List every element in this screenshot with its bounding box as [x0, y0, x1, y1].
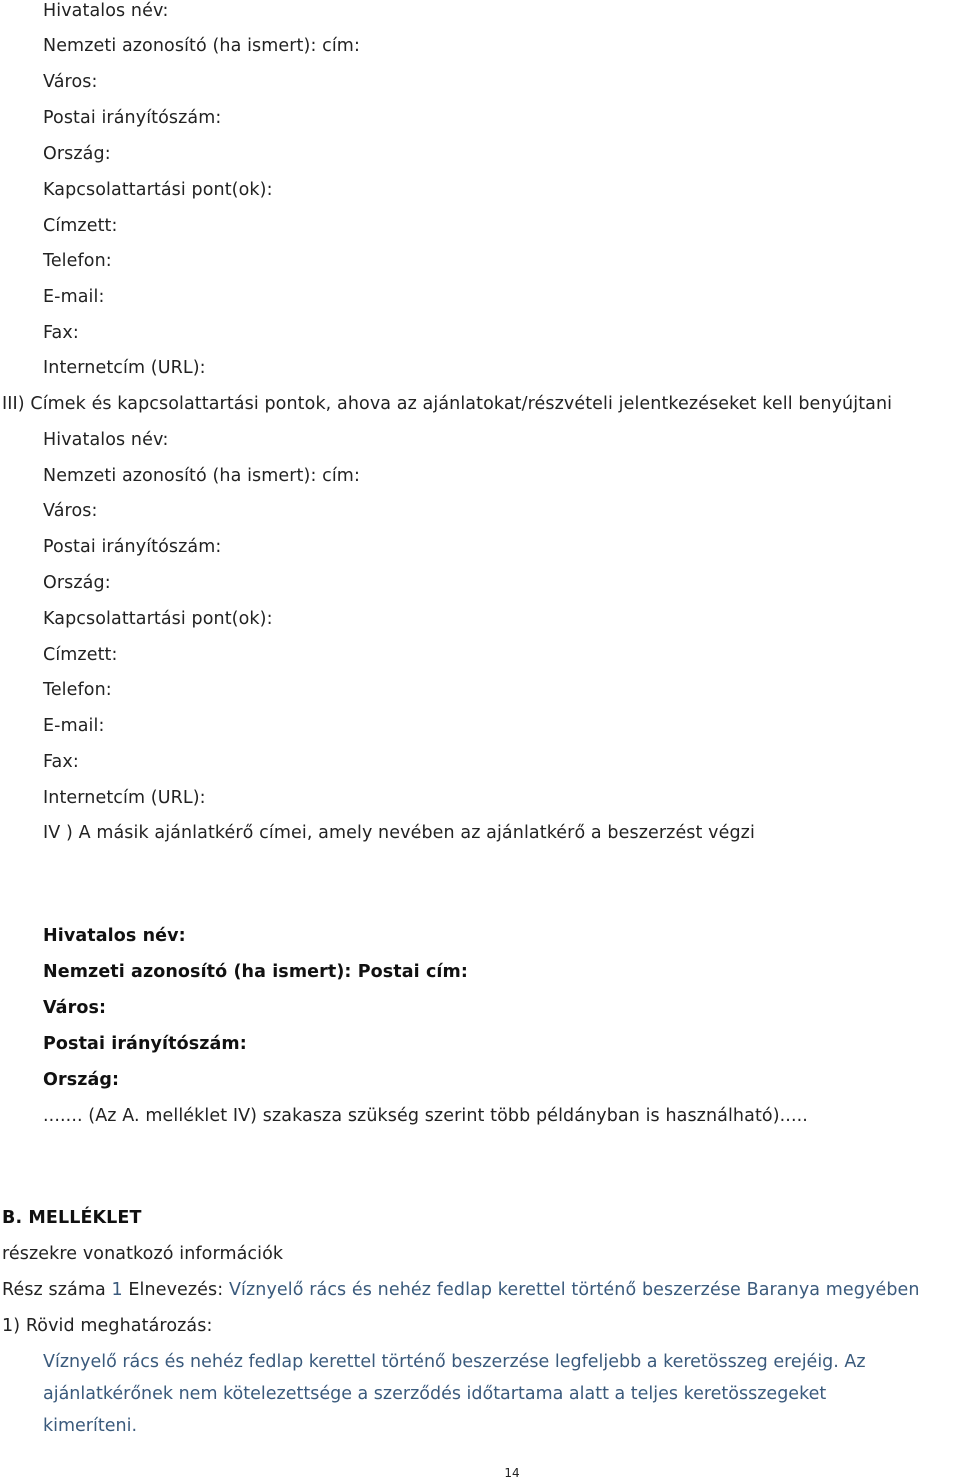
section3-city: Város:: [43, 501, 98, 521]
block1-email: E-mail:: [43, 287, 105, 307]
section3-fax: Fax:: [43, 752, 79, 772]
block1-official-name: Hivatalos név:: [43, 1, 169, 21]
block1-recipient: Címzett:: [43, 216, 118, 236]
block1-url: Internetcím (URL):: [43, 358, 206, 378]
block1-city: Város:: [43, 72, 98, 92]
section4-national-id: Nemzeti azonosító (ha ismert): Postai cím:: [43, 962, 468, 982]
section4-postal-code: Postai irányítószám:: [43, 1034, 247, 1054]
block1-country: Ország:: [43, 144, 111, 164]
name-value: Víznyelő rács és nehéz fedlap kerettel történő beszerzése Baranya megyében: [228, 1280, 920, 1300]
section3-country: Ország:: [43, 573, 111, 593]
section3-url: Internetcím (URL):: [43, 788, 206, 808]
section3-contact-points: Kapcsolattartási pont(ok):: [43, 609, 273, 629]
page-number: 14: [504, 1466, 520, 1480]
annex-b-part-line: [2, 1279, 920, 1301]
short-desc-value: Víznyelő rács és nehéz fedlap kerettel történő beszerzése legfeljebb a keretösszeg erejéig. Az ajánlatkérőnek nem kötelezettsége a szerződés időtartama alatt a teljes keretösszegeket kimeríteni.: [43, 1352, 866, 1436]
section4-note: ....... (Az A. melléklet IV) szakasza szükség szerint több példányban is használható).....: [43, 1106, 808, 1126]
annex-b-subtitle: részekre vonatkozó információk: [2, 1244, 284, 1264]
section3-recipient: Címzett:: [43, 645, 118, 665]
section4-country: Ország:: [43, 1070, 120, 1090]
section3-email: E-mail:: [43, 716, 105, 736]
part-label: Rész száma: [2, 1280, 106, 1300]
block1-phone: Telefon:: [43, 251, 112, 271]
section3-phone: Telefon:: [43, 680, 112, 700]
section4-city: Város:: [43, 998, 107, 1018]
section3-heading: III) Címek és kapcsolattartási pontok, ahova az ajánlatokat/részvételi jelentkezéseket kell benyújtani: [2, 394, 893, 414]
section4-official-name: Hivatalos név:: [43, 926, 186, 946]
section3-national-id: Nemzeti azonosító (ha ismert): cím:: [43, 466, 360, 486]
section3-postal-code: Postai irányítószám:: [43, 537, 222, 557]
part-number: 1: [111, 1280, 123, 1300]
name-label: Elnevezés:: [128, 1280, 224, 1300]
block1-fax: Fax:: [43, 323, 79, 343]
block1-postal-code: Postai irányítószám:: [43, 108, 222, 128]
block1-national-id: Nemzeti azonosító (ha ismert): cím:: [43, 36, 360, 56]
section4-heading: IV ) A másik ajánlatkérő címei, amely nevében az ajánlatkérő a beszerzést végzi: [43, 823, 755, 843]
section3-official-name: Hivatalos név:: [43, 430, 169, 450]
annex-b-title: B. MELLÉKLET: [2, 1208, 142, 1228]
short-desc-label: 1) Rövid meghatározás:: [2, 1316, 213, 1336]
block1-contact-points: Kapcsolattartási pont(ok):: [43, 180, 273, 200]
